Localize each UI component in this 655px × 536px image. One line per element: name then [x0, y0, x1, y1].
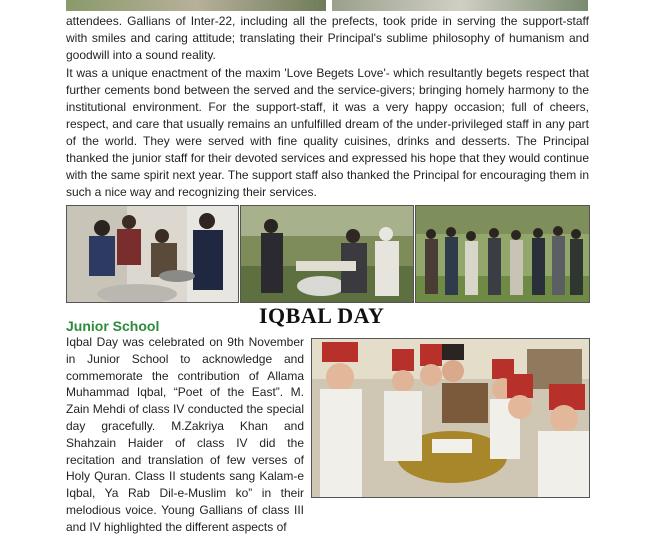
event-title: IQBAL DAY — [259, 303, 385, 328]
photo-staff-group — [415, 205, 590, 303]
photo-iqbal-day-students — [311, 338, 590, 498]
photo-staff-serving-food — [66, 205, 239, 303]
photo-outdoor-buffet — [240, 205, 414, 303]
article-paragraph-2: It was a unique enactment of the maxim 'Love Begets Love'- which resultantly begets respect that further cements bond between the served and the service-givers; bringing homely harmony to the institutional environment. For the support-staff, it was a very happy occasion; full of cheers, respect, and care that usually remains an unfulfilled dream of the under-privileged staff in any part of the world. They were served with fine quality cuisines, drinks and desserts. The Principal thanked the junior staff for their devoted services and expressed his hope that they would continue with the same spirit next year. The support staff also thanked the Principal for encouraging them in such a nice way and recognizing their services. — [66, 66, 589, 199]
top-photo-strip-left — [66, 0, 326, 11]
iqbal-day-body-text: Iqbal Day was celebrated on 9th November in Junior School to acknowledge and commemorate the contribution of Allama Muhammad Iqbal, “Poet of the East”. M. Zain Mehdi of class IV conducted the special day gracefully. M.Zakriya Khan and Shahzain Haider of class IV did the recitation and translation of few verses of Holy Quran. Class II students sang Kalam-e Iqbal, Ya Rab Dil-e-Muslim ko” in their melodious voice. Young Gallians of class III and IV highlighted the different aspects of — [66, 335, 304, 534]
top-photo-strip-right — [332, 0, 588, 11]
section-heading-junior-school: Junior School — [66, 318, 160, 334]
article-paragraph-1: attendees. Gallians of Inter-22, including all the prefects, took pride in serving the support-staff with smiles and caring attitude; translating their Principal's sublime philosophy of humanism and goodwill into a sound reality. — [66, 14, 589, 62]
